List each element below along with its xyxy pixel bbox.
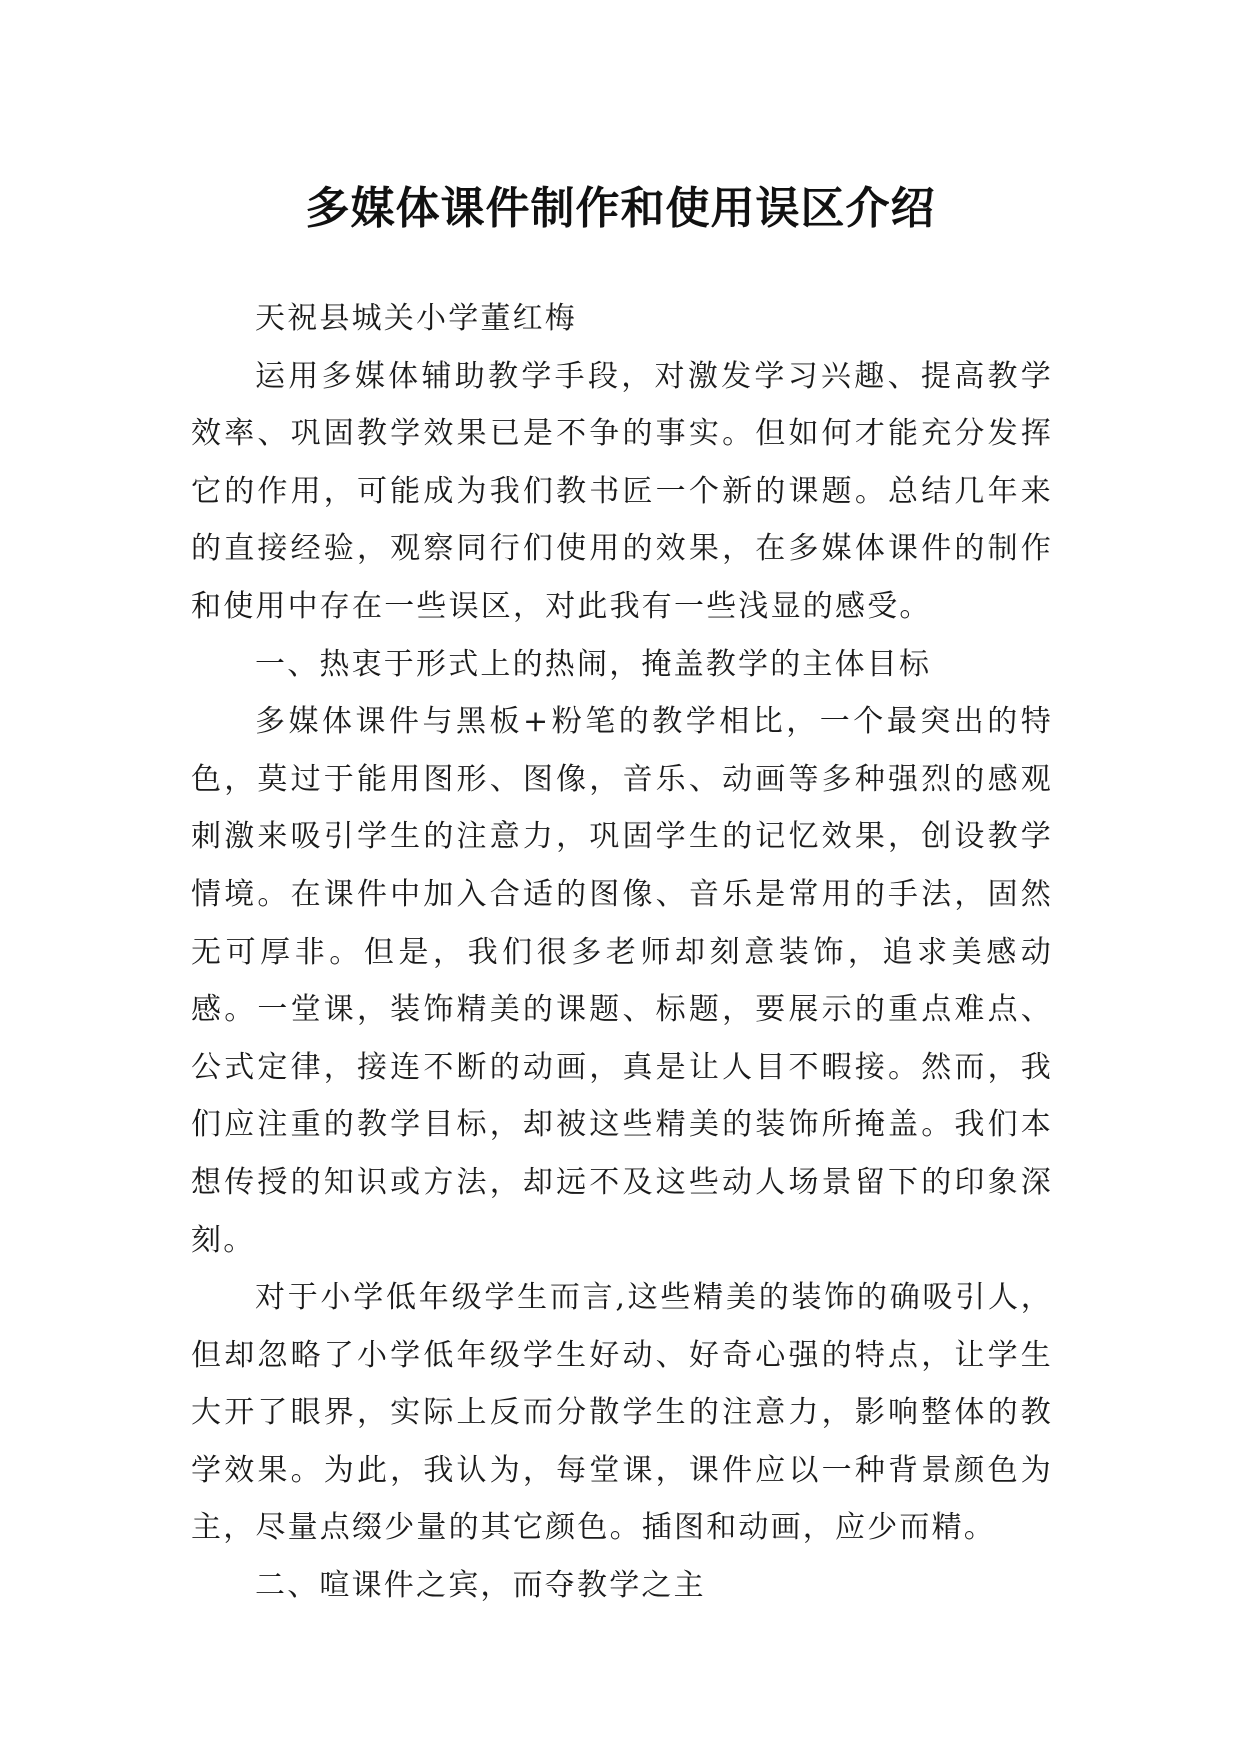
paragraph-section-1: 多媒体课件与黑板+粉笔的教学相比，一个最突出的特色，莫过于能用图形、图像，音乐、动画等多种强烈的感观刺激来吸引学生的注意力，巩固学生的记忆效果，创设教学情境。在课件中加入合适的图像、音乐是常用的手法，固然无可厚非。但是，我们很多老师却刻意装饰，追求美感动感。一堂课，装饰精美的课题、标题，要展示的重点难点、公式定律，接连不断的动画，真是让人目不暇接。然而，我们应注重的教学目标，却被这些精美的装饰所掩盖。我们本想传授的知识或方法，却远不及这些动人场景留下的印象深刻。 xyxy=(191,704,1053,1258)
document-body xyxy=(191,290,1053,1615)
section-heading-1: 一、热衷于形式上的热闹，掩盖教学的主体目标 xyxy=(255,646,932,682)
paragraph-intro: 运用多媒体辅助教学手段，对激发学习兴趣、提高教学效率、巩固教学效果已是不争的事实。但如何才能充分发挥它的作用，可能成为我们教书匠一个新的课题。总结几年来的直接经验，观察同行们使用的效果，在多媒体课件的制作和使用中存在一些误区，对此我有一些浅显的感受。 xyxy=(191,358,1053,624)
document-title: 多媒体课件制作和使用误区介绍 xyxy=(305,183,936,235)
paragraph-section-1-continued: 对于小学低年级学生而言,这些精美的装饰的确吸引人，但却忽略了小学低年级学生好动、好奇心强的特点，让学生大开了眼界，实际上反而分散学生的注意力，影响整体的教学效果。为此，我认为，每堂课，课件应以一种背景颜色为主，尽量点缀少量的其它颜色。插图和动画，应少而精。 xyxy=(191,1280,1053,1546)
section-heading-2: 二、喧课件之宾，而夺教学之主 xyxy=(255,1568,706,1604)
author-line: 天祝县城关小学董红梅 xyxy=(255,301,577,336)
